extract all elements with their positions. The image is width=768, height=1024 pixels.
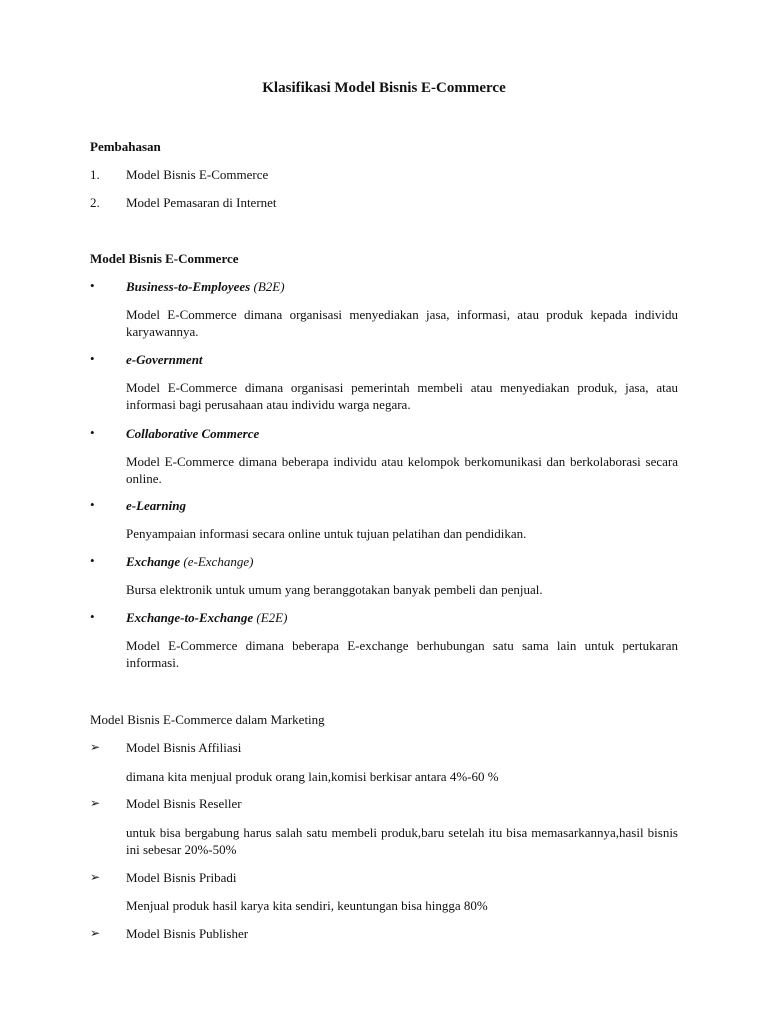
bullet-item: [126, 609, 287, 626]
arrow-bullet-icon: ➢: [90, 796, 101, 810]
bullet-suffix: (B2E): [253, 279, 285, 294]
bullet-item: [126, 351, 203, 368]
pembahasan-heading: Pembahasan: [90, 139, 161, 154]
list-item-number: 2.: [90, 195, 100, 210]
bullet-icon: •: [90, 278, 95, 293]
bullet-term: e-Government: [126, 352, 203, 367]
bullet-icon: •: [90, 497, 95, 512]
bullet-icon: •: [90, 351, 95, 366]
bullet-suffix: (E2E): [256, 610, 288, 625]
arrow-bullet-icon: ➢: [90, 926, 101, 940]
section-heading: Model Bisnis E-Commerce: [90, 251, 239, 266]
bullet-term: Exchange-to-Exchange: [126, 610, 254, 625]
list-item-text: Model Pemasaran di Internet: [126, 195, 277, 210]
list-item-text: Model Bisnis E-Commerce: [126, 167, 269, 182]
bullet-description: Model E-Commerce dimana beberapa E-exchange berhubungan satu sama lain untuk pertukaran informasi.: [126, 638, 678, 670]
arrow-bullet-icon: ➢: [90, 870, 101, 884]
marketing-model-label: Model Bisnis Publisher: [126, 926, 249, 941]
bullet-description: Model E-Commerce dimana beberapa individu atau kelompok berkomunikasi dan berkolaborasi secara online.: [126, 454, 678, 486]
marketing-model-description: dimana kita menjual produk orang lain,komisi berkisar antara 4%-60 %: [126, 769, 499, 784]
marketing-model-description: untuk bisa bergabung harus salah satu membeli produk,baru setelah itu bisa memasarkannya,hasil bisnis ini sebesar 20%-50%: [126, 825, 678, 857]
bullet-item: [126, 425, 259, 442]
bullet-item: [126, 278, 285, 295]
bullet-icon: •: [90, 553, 95, 568]
arrow-bullet-icon: ➢: [90, 740, 101, 754]
bullet-description: Bursa elektronik untuk umum yang beranggotakan banyak pembeli dan penjual.: [126, 582, 543, 597]
bullet-description: Model E-Commerce dimana organisasi pemerintah membeli atau menyediakan produk, jasa, atau informasi bagi perusahaan atau individu warga negara.: [126, 380, 678, 412]
section-heading: Model Bisnis E-Commerce dalam Marketing: [90, 712, 325, 727]
marketing-model-label: Model Bisnis Pribadi: [126, 870, 237, 885]
bullet-term: e-Learning: [126, 498, 186, 513]
bullet-item: [126, 497, 186, 514]
bullet-icon: •: [90, 425, 95, 440]
bullet-icon: •: [90, 609, 95, 624]
bullet-item: [126, 553, 253, 570]
bullet-suffix: (e-Exchange): [183, 554, 254, 569]
bullet-description: Penyampaian informasi secara online untuk tujuan pelatihan dan pendidikan.: [126, 526, 527, 541]
document-title: Klasifikasi Model Bisnis E-Commerce: [262, 80, 506, 96]
list-item-number: 1.: [90, 167, 100, 182]
bullet-term: Business-to-Employees: [126, 279, 251, 294]
marketing-model-description: Menjual produk hasil karya kita sendiri, keuntungan bisa hingga 80%: [126, 898, 488, 913]
marketing-model-label: Model Bisnis Affiliasi: [126, 740, 242, 755]
bullet-term: Collaborative Commerce: [126, 426, 260, 441]
marketing-model-label: Model Bisnis Reseller: [126, 796, 242, 811]
bullet-description: Model E-Commerce dimana organisasi menyediakan jasa, informasi, atau produk kepada individu karyawannya.: [126, 307, 678, 339]
bullet-term: Exchange: [126, 554, 181, 569]
